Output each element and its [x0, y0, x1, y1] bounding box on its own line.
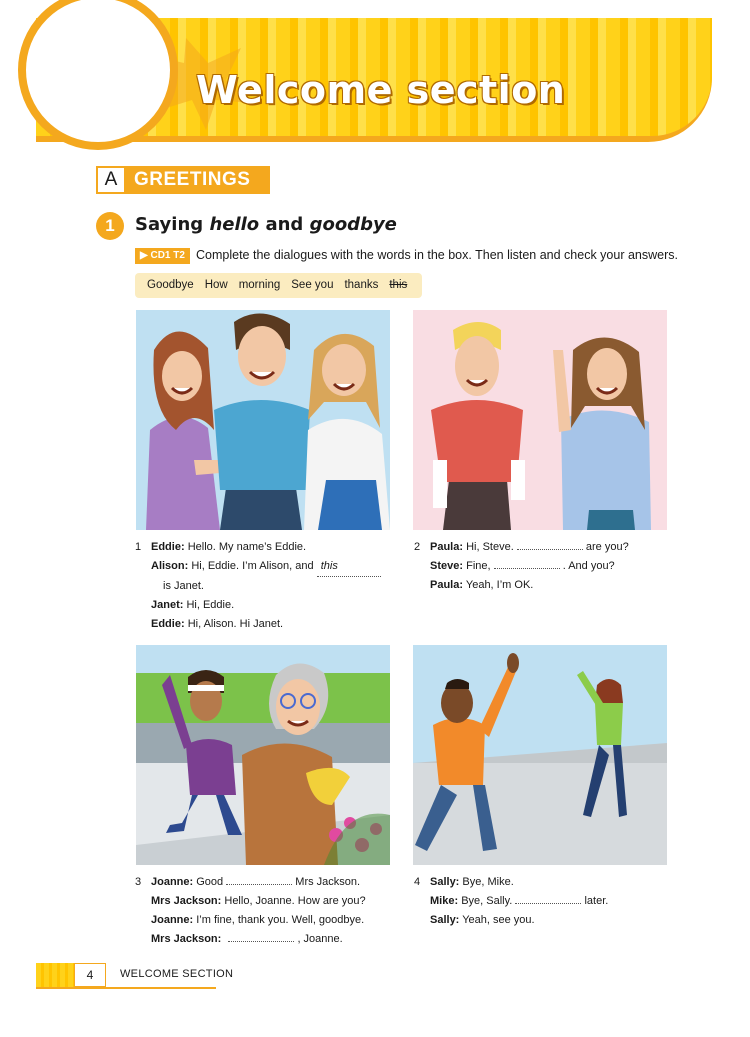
speaker: Paula:: [430, 579, 464, 591]
dialogue-text: Hi, Alison. Hi Janet.: [187, 618, 284, 630]
dialogue-text: Hello, Joanne. How are you?: [224, 895, 366, 907]
dialogue-4: [414, 873, 609, 930]
dialogue-2: [414, 538, 629, 595]
heading-part: and: [259, 214, 310, 235]
speaker: Steve:: [430, 560, 464, 572]
dialogue-text: Yeah, I’m OK.: [465, 579, 534, 591]
page-title: Welcome section: [196, 68, 566, 112]
answer-gap-filled[interactable]: this: [317, 557, 381, 577]
dialogue-text: Hi, Eddie. I’m Alison, and: [191, 560, 314, 572]
illustration-paula-steve: [413, 310, 667, 530]
speaker: Eddie:: [151, 541, 185, 553]
heading-goodbye: goodbye: [309, 214, 397, 235]
speaker: Sally:: [430, 876, 460, 888]
illustration-joanne-mrs-jackson: [136, 645, 390, 865]
word-item: Goodbye: [147, 279, 194, 291]
dialogue-3: [135, 873, 366, 949]
dialogue-text: Mrs Jackson.: [295, 876, 361, 888]
speaker: Sally:: [430, 914, 460, 926]
exercise-heading: [135, 214, 397, 235]
word-item: How: [204, 279, 228, 291]
dialogue-text: Hello. My name’s Eddie.: [187, 541, 307, 553]
heading-hello: hello: [209, 214, 260, 235]
footer-stripe: [36, 963, 74, 987]
answer-gap[interactable]: [494, 557, 560, 569]
exercise-number: 1: [96, 212, 124, 240]
dialogue-text: . And you?: [562, 560, 615, 572]
dialogue-number: 4: [414, 876, 421, 888]
footer-label: WELCOME SECTION: [120, 968, 234, 980]
audio-track-badge[interactable]: ▶ CD1 T2: [135, 248, 190, 264]
dialogue-text: Hi, Eddie.: [186, 599, 235, 611]
illustration-eddie-alison-janet: [136, 310, 390, 530]
speaker: Paula:: [430, 541, 464, 553]
dialogue-text: , Joanne.: [297, 933, 343, 945]
dialogue-text: is Janet.: [163, 580, 204, 592]
speaker: Eddie:: [151, 618, 185, 630]
word-box: [135, 273, 422, 298]
answer-gap[interactable]: [226, 873, 292, 885]
dialogue-text: later.: [584, 895, 609, 907]
heading-part: Saying: [135, 214, 210, 235]
word-item: morning: [238, 279, 281, 291]
speaker: Joanne:: [151, 914, 194, 926]
dialogue-1: [135, 538, 381, 634]
speaker: Alison:: [151, 560, 189, 572]
word-item: thanks: [344, 279, 379, 291]
section-letter: A: [96, 166, 126, 194]
speaker: Joanne:: [151, 876, 194, 888]
illustration-sally-mike: [413, 645, 667, 865]
dialogue-text: Yeah, see you.: [462, 914, 535, 926]
word-item: See you: [291, 279, 334, 291]
answer-gap[interactable]: [517, 538, 583, 550]
speaker: Mike:: [430, 895, 459, 907]
speaker: Mrs Jackson:: [151, 933, 222, 945]
dialogue-text: Good: [196, 876, 224, 888]
page-number: 4: [74, 963, 106, 987]
exercise-instruction: Complete the dialogues with the words in the box. Then listen and check your answers.: [196, 248, 678, 262]
dialogue-text: I’m fine, thank you. Well, goodbye.: [196, 914, 365, 926]
dialogue-text: Bye, Sally.: [461, 895, 513, 907]
dialogue-text: are you?: [585, 541, 629, 553]
speaker: Janet:: [151, 599, 184, 611]
dialogue-text: Hi, Steve.: [466, 541, 514, 553]
section-title: GREETINGS: [126, 166, 270, 194]
dialogue-text: Fine,: [466, 560, 491, 572]
dialogue-number: 2: [414, 541, 421, 553]
dialogue-number: 3: [135, 876, 142, 888]
footer-rule: [36, 987, 216, 989]
dialogue-number: 1: [135, 541, 142, 553]
answer-gap[interactable]: [515, 892, 581, 904]
word-item-used: this: [389, 279, 408, 291]
answer-gap[interactable]: [228, 930, 294, 942]
speaker: Mrs Jackson:: [151, 895, 222, 907]
dialogue-text: Bye, Mike.: [462, 876, 514, 888]
